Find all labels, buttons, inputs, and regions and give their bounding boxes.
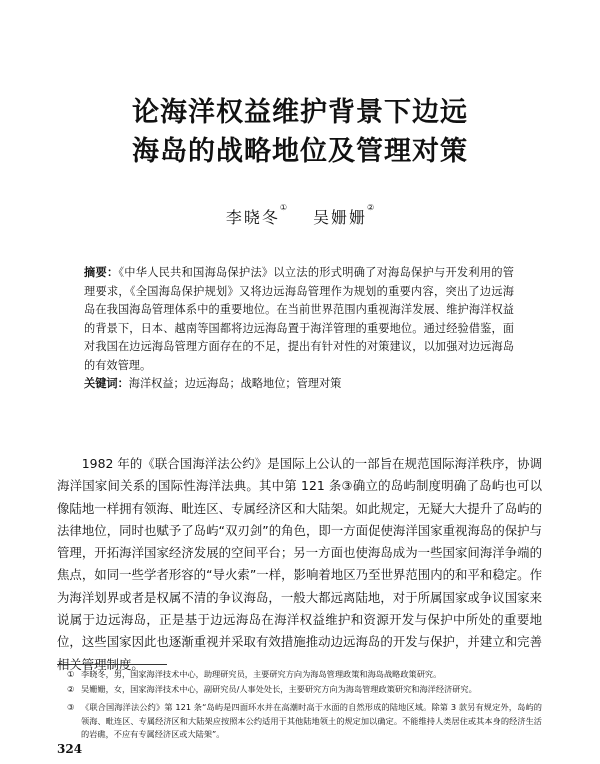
abstract-text: 《中华人民共和国海岛保护法》以立法的形式明确了对海岛保护与开发利用的管理要求，《全国海岛保护规划》又将边远海岛管理作为规划的重要内容，突出了边远海岛在我国海岛管理体系中的重要地位。在当前世界范围内重视海洋发展、维护海洋权益的背景下，日本、越南等国都将边远海岛置于海洋管理的重要地位。通过经验借鉴，面对我国在边远海岛管理方面存在的不足，提出有针对性的对策建议，以加强对边远海岛的有效管理。 — [84, 266, 514, 372]
page-number: 324 — [57, 742, 83, 756]
author-footnote-mark: ① — [279, 203, 287, 212]
keywords-text: 海洋权益；边远海岛；战略地位；管理对策 — [128, 377, 342, 390]
article-title-line-2: 海岛的战略地位及管理对策 — [132, 136, 468, 167]
footnote-divider — [57, 664, 167, 665]
footnote-text: 李晓冬，男，国家海洋技术中心，助理研究员，主要研究方向为海岛管理政策和海岛战略政策研究。 — [81, 669, 442, 679]
footnote-text: 吴姗姗，女，国家海洋技术中心，副研究员/人事处处长，主要研究方向为海岛管理政策研究和海洋经济研究。 — [81, 683, 477, 694]
footnote-item — [57, 668, 542, 682]
abstract-label: 摘要： — [84, 266, 119, 279]
footnote-item — [57, 683, 542, 697]
author-name: 吴姗姗 — [313, 208, 368, 227]
author-footnote-mark: ② — [367, 203, 375, 212]
footnote-mark: ③ — [67, 702, 75, 712]
footnote-mark: ② — [67, 683, 75, 694]
keywords-line — [84, 375, 514, 394]
author-name: 李晓冬 — [225, 208, 280, 227]
abstract-block — [84, 264, 514, 394]
footnote-item — [57, 701, 542, 742]
abstract-paragraph — [84, 264, 514, 375]
body-paragraph: 1982 年的《联合国海洋法公约》是国际上公认的一部旨在规范国际海洋秩序，协调海洋国家间关系的国际性海洋法典。其中第 121 条③确立的岛屿制度明确了岛屿也可以像陆地一样拥有领海、毗连区、专属经济区和大陆架。如此规定，无疑大大提升了岛屿的法律地位，同时也赋予了岛屿“双刃剑”的角色，即一方面促使海洋国家重视海岛的保护与管理，开拓海洋国家经济发展的空间平台；另一方面也使海岛成为一些国家间海洋争端的焦点，如同一些学者形容的“导火索”一样，影响着地区乃至世界范围内的和平和稳定。作为海洋划界或者是权属不清的争议海岛，一般大都远离陆地，对于所属国家或争议国家来说属于边远海岛，正是基于边远海岛在海洋权益维护和资源开发与保护中所处的重要地位，这些国家因此也逐渐重视并采取有效措施推动边远海岛的开发与保护，并建立和完善相关管理制度。 — [57, 456, 542, 672]
keywords-label: 关键词： — [84, 377, 129, 390]
footnote-mark: ① — [67, 669, 75, 679]
footnotes — [57, 668, 542, 743]
article-title-line-1: 论海洋权益维护背景下边远 — [132, 97, 468, 128]
author-line — [0, 205, 600, 228]
body-text — [57, 453, 542, 676]
footnote-text: 《联合国海洋法公约》第 121 条“岛屿是四面环水并在高潮时高于水面的自然形成的陆地区域。除第 3 款另有规定外，岛屿的领海、毗连区、专属经济区和大陆架应按照本公约适用于其他陆地领土的规定加以确定。不能维持人类居住或其本身的经济生活的岩礁，不应有专属经济区或大陆架”。 — [81, 702, 542, 739]
